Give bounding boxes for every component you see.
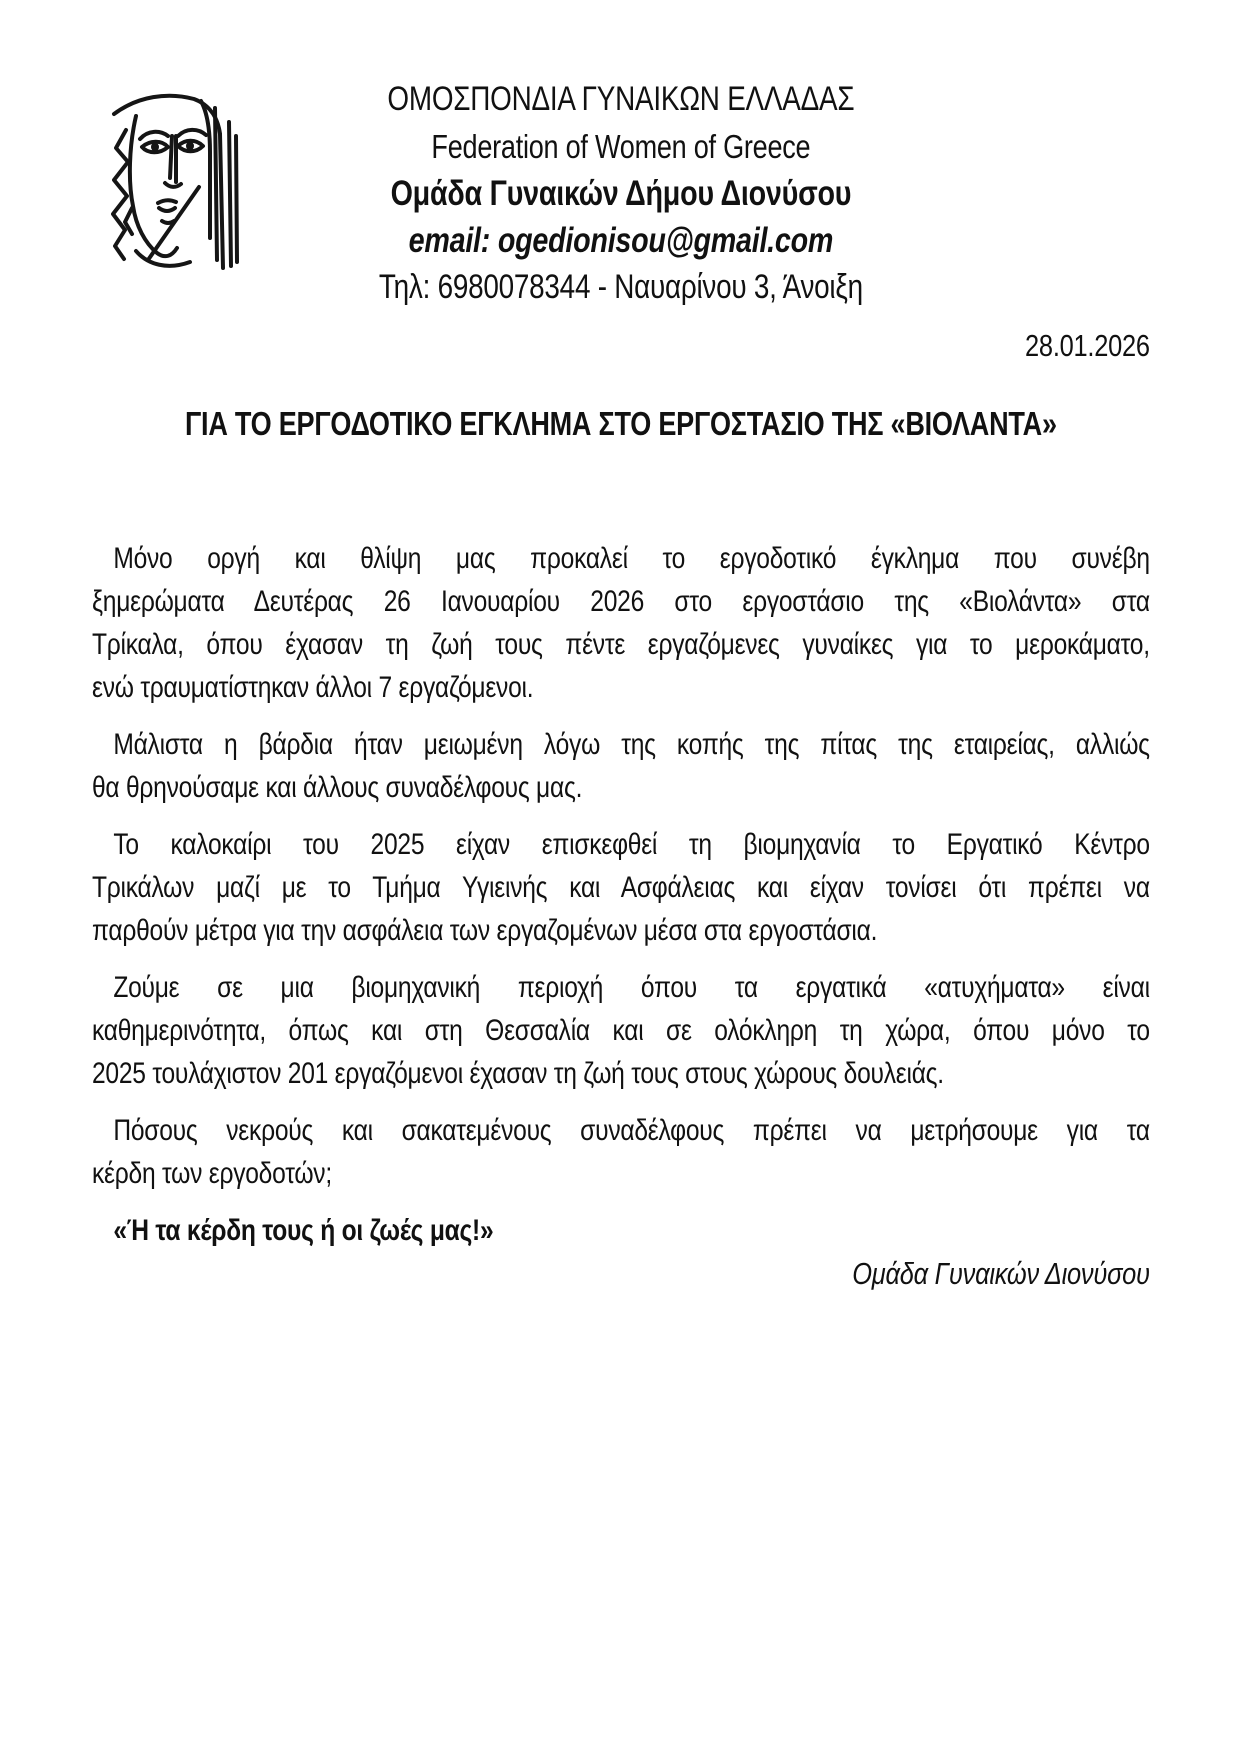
document-date: 28.01.2026 <box>1025 328 1150 363</box>
paragraph-line: Μόνο οργή και θλίψη μας προκαλεί το εργοδοτικό έγκλημα που συνέβη <box>113 542 1150 575</box>
paragraph-line: 2025 τουλάχιστον 201 εργαζόμενοι έχασαν τη ζωή τους στους χώρους δουλειάς. <box>92 1057 944 1090</box>
signature-line: Ομάδα Γυναικών Διονύσου <box>852 1256 1150 1291</box>
paragraph-line: Το καλοκαίρι του 2025 είχαν επισκεφθεί τη βιομηχανία το Εργατικό Κέντρο <box>113 828 1150 861</box>
paragraph-line: Τρίκαλα, όπου έχασαν τη ζωή τους πέντε εργαζόμενες γυναίκες για το μεροκάματο, <box>92 628 1150 661</box>
document-title: ΓΙΑ ΤΟ ΕΡΓΟΔΟΤΙΚΟ ΕΓΚΛΗΜΑ ΣΤΟ ΕΡΓΟΣΤΑΣΙΟ ΤΗΣ «ΒΙΟΛΑΝΤΑ» <box>185 405 1057 442</box>
body-paragraph <box>92 537 1150 709</box>
body-paragraph <box>92 823 1150 952</box>
paragraph-line: παρθούν μέτρα για την ασφάλεια των εργαζομένων μέσα στα εργοστάσια. <box>92 914 878 947</box>
letterhead <box>92 76 1150 311</box>
document-body <box>92 537 1150 1295</box>
paragraph-line: καθημερινότητα, όπως και στη Θεσσαλία και σε ολόκληρη τη χώρα, όπου μόνο το <box>92 1014 1150 1047</box>
group-name: Ομάδα Γυναικών Δήμου Διονύσου <box>390 174 852 213</box>
paragraph-line: θα θρηνούσαμε και άλλους συναδέλφους μας. <box>92 771 583 804</box>
paragraph-line: ενώ τραυματίστηκαν άλλοι 7 εργαζόμενοι. <box>92 671 534 704</box>
paragraph-line: ξημερώματα Δευτέρας 26 Ιανουαρίου 2026 στο εργοστάσιο της «Βιολάντα» στα <box>92 585 1150 618</box>
paragraph-line: Ζούμε σε μια βιομηχανική περιοχή όπου τα εργατικά «ατυχήματα» είναι <box>113 971 1150 1004</box>
body-paragraphs <box>92 537 1150 1195</box>
org-name-english: Federation of Women of Greece <box>431 128 811 165</box>
paragraph-line: κέρδη των εργοδοτών; <box>92 1157 332 1190</box>
body-paragraph <box>92 966 1150 1095</box>
slogan-line: «Ή τα κέρδη τους ή οι ζωές μας!» <box>113 1214 494 1247</box>
email-line: email: ogedionisou@gmail.com <box>408 221 834 260</box>
paragraph-line: Τρικάλων μαζί με το Τμήμα Υγιεινής και Ασφάλειας και είχαν τονίσει ότι πρέπει να <box>92 871 1150 904</box>
paragraph-line: Μάλιστα η βάρδια ήταν μειωμένη λόγω της κοπής της πίτας της εταιρείας, αλλιώς <box>113 728 1150 761</box>
body-paragraph <box>92 723 1150 809</box>
body-paragraph <box>92 1109 1150 1195</box>
paragraph-line: Πόσους νεκρούς και σακατεμένους συναδέλφους πρέπει να μετρήσουμε για τα <box>113 1114 1150 1147</box>
org-name-greek: ΟΜΟΣΠΟΝΔΙΑ ΓΥΝΑΙΚΩΝ ΕΛΛΑΔΑΣ <box>387 80 855 118</box>
phone-address-line: Τηλ: 6980078344 - Ναυαρίνου 3, Άνοιξη <box>378 268 863 306</box>
